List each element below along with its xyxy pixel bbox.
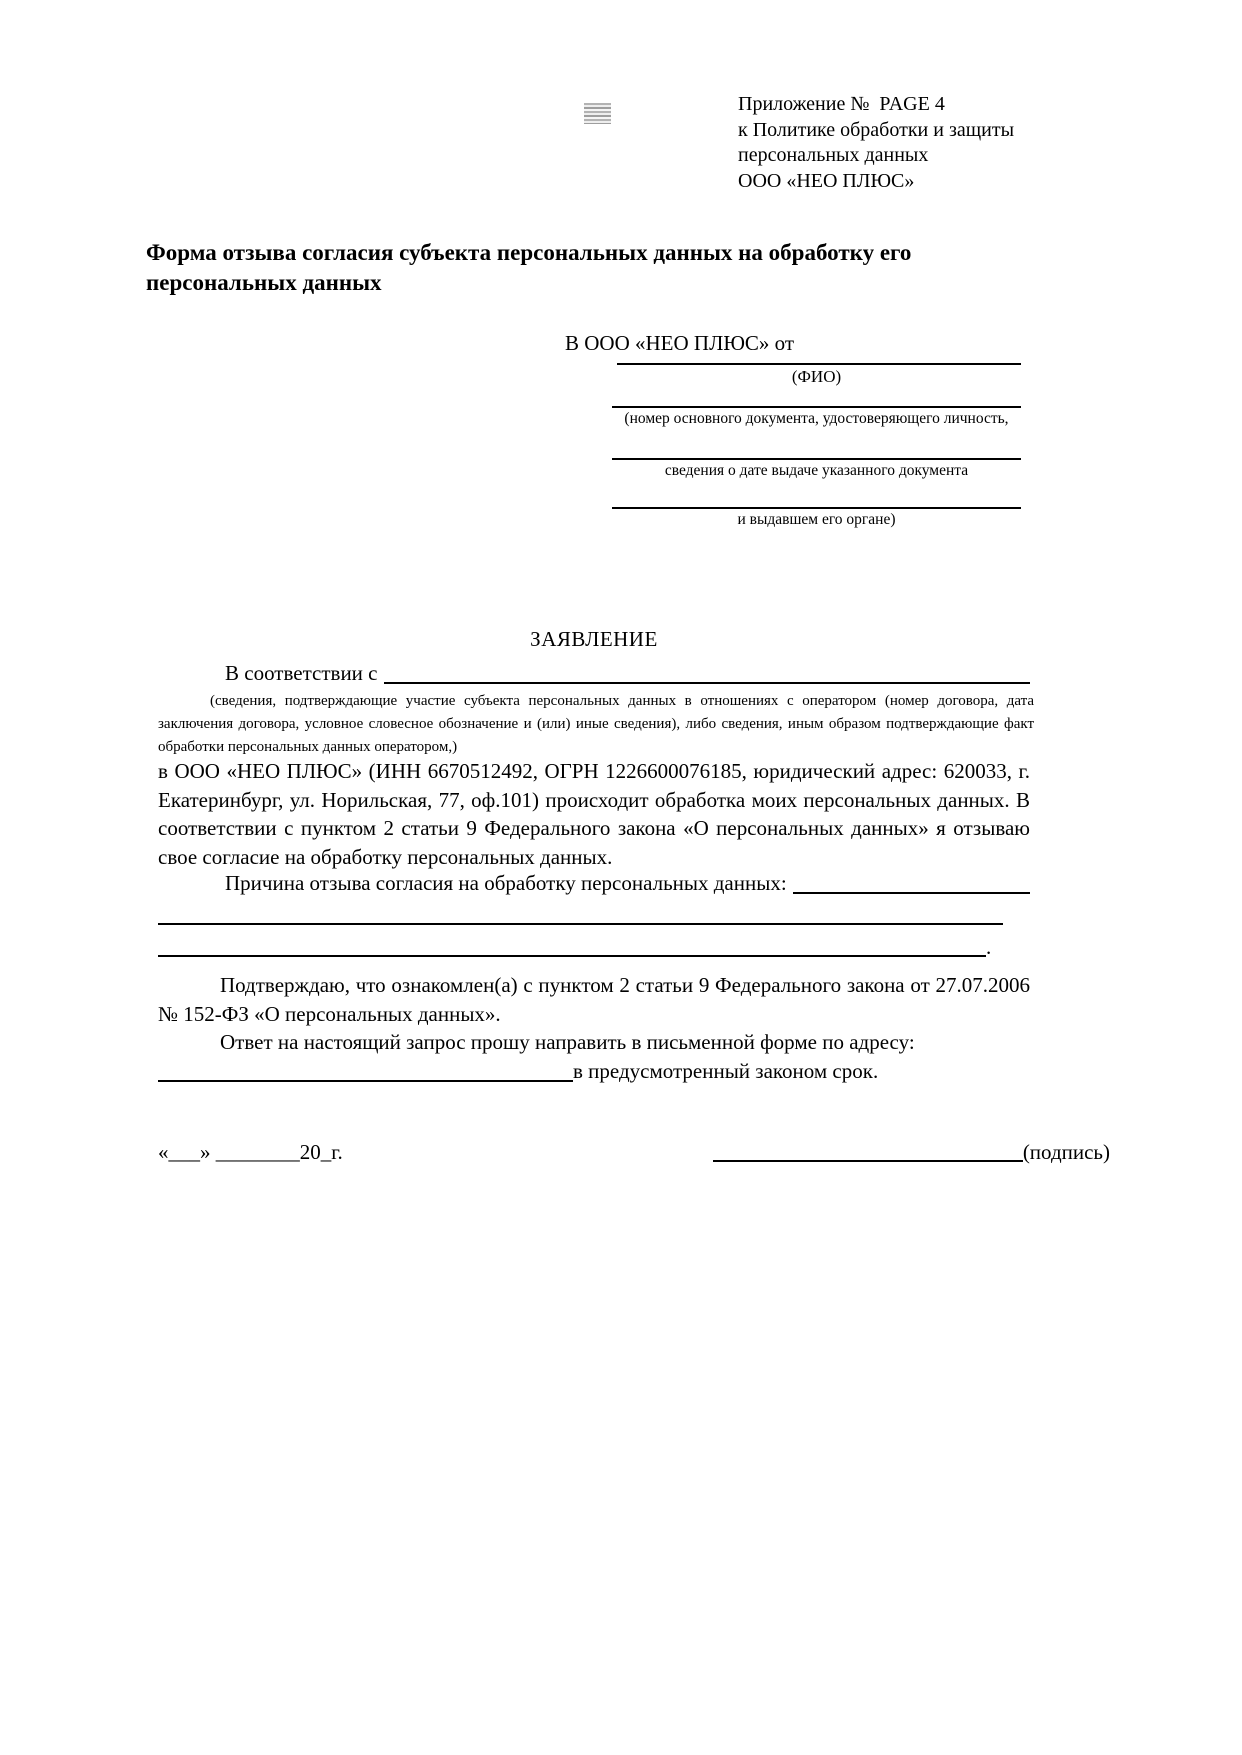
- signature-label: (подпись): [1022, 1140, 1110, 1164]
- appendix-header: [738, 92, 1038, 194]
- appendix-header-line: ООО «НЕО ПЛЮС»: [738, 169, 915, 192]
- reply-paragraph: Ответ на настоящий запрос прошу направить в письменной форме по адресу:: [220, 1030, 915, 1054]
- issuing-authority-blank-line: [612, 507, 1021, 509]
- reply-suffix-text: в предусмотренный законом срок.: [573, 1058, 879, 1083]
- closing-block: [158, 971, 1030, 1085]
- addressee-line: В ООО «НЕО ПЛЮС» от: [565, 331, 795, 355]
- reason-blank-line: [793, 872, 1030, 894]
- statement-heading: ЗАЯВЛЕНИЕ: [530, 627, 658, 651]
- confirmation-paragraph: Подтверждаю, что ознакомлен(а) с пунктом 2 статьи 9 Федерального закона от 27.07.2006 № 152-ФЗ «О персональных данных».: [158, 973, 1030, 1026]
- appendix-header-line: Приложение № PAGE 4: [738, 93, 945, 115]
- reason-blank-line-3: [158, 933, 1030, 960]
- statement-body: в ООО «НЕО ПЛЮС» (ИНН 6670512492, ОГРН 1226600076185, юридический адрес: 620033, г. Екатеринбург, ул. Норильская, 77, оф.101) происходит обработка моих персональных данных. В соответствии с пунктом 2 статьи 9 Федерального закона «О персональных данных» я отзываю свое согласие на обработку персональных данных.: [158, 759, 1030, 869]
- date-line: «___» ________20_г.: [158, 1140, 343, 1164]
- document-number-label: (номер основного документа, удостоверяющего личность,: [624, 410, 1009, 427]
- basis-blank-line: [384, 662, 1031, 684]
- word-field-artifact: [584, 103, 611, 124]
- intro-line: [158, 659, 1030, 687]
- issue-date-blank-line: [612, 458, 1021, 460]
- reply-address-line: [158, 1057, 1030, 1086]
- fine-print-note: (сведения, подтверждающие участие субъекта персональных данных в отношениях с оператором (номер договора, дата заключения договора, условное словесное обозначение и (или) иные сведения), либо сведения, иным образом подтверждающие факт обработки персональных данных оператором,): [158, 693, 1034, 755]
- reason-prefix-text: Причина отзыва согласия на обработку персональных данных:: [225, 871, 787, 895]
- signature-blank-line: [713, 1138, 1023, 1162]
- reason-line: [158, 869, 1030, 897]
- signature-group: [713, 1138, 1110, 1165]
- blank-line-period: .: [986, 935, 992, 959]
- document-number-blank-line: [612, 406, 1021, 408]
- issue-date-label: сведения о дате выдаче указанного документа: [664, 462, 969, 479]
- appendix-header-line: к Политике обработки и защиты: [738, 118, 1015, 141]
- document-title: Форма отзыва согласия субъекта персональных данных на обработку его персональных данных: [146, 240, 912, 295]
- issuing-authority-label: и выдавшем его органе): [737, 511, 896, 528]
- address-blank-line: [158, 1058, 573, 1082]
- reason-blank-line-2: [158, 923, 1003, 925]
- intro-prefix-text: В соответствии с: [225, 661, 378, 685]
- fio-label: (ФИО): [791, 367, 842, 386]
- footer-row: [158, 1138, 1110, 1165]
- appendix-header-line: персональных данных: [738, 144, 929, 166]
- reason-blank-rule: [158, 933, 986, 957]
- fio-blank-line: [617, 363, 1021, 365]
